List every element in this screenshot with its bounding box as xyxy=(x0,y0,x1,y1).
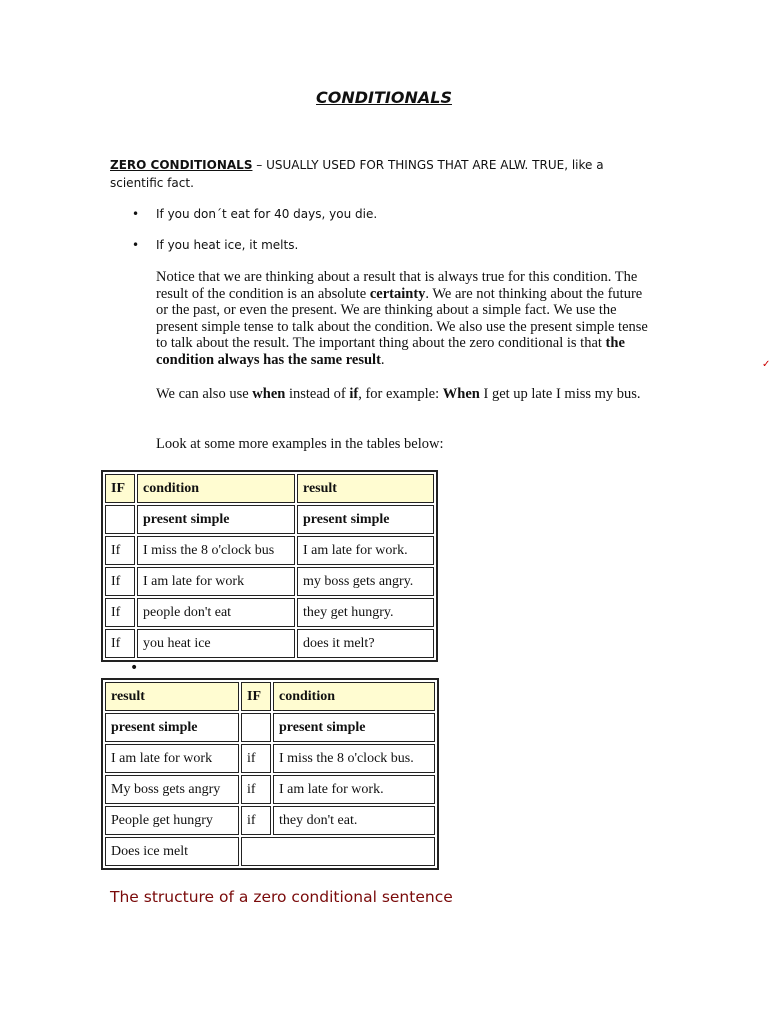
table-cell: Does ice melt xyxy=(105,837,239,866)
table-row xyxy=(105,536,434,565)
table-cell: If xyxy=(105,598,135,627)
table-cell: If xyxy=(105,629,135,658)
text-run: instead of xyxy=(285,386,350,402)
table-cell: if xyxy=(241,744,271,773)
table-header-cell: IF xyxy=(241,682,271,711)
table-cell: present simple xyxy=(273,713,435,742)
text-run: . xyxy=(380,351,385,368)
table-header-row xyxy=(105,682,435,711)
table-cell-empty xyxy=(241,837,435,866)
if-condition-result-table xyxy=(101,470,438,662)
table-header-row xyxy=(105,474,434,503)
table-header-cell: IF xyxy=(105,474,135,503)
table-cell: you heat ice xyxy=(137,629,295,658)
table-row xyxy=(105,598,434,627)
zero-conditionals-label: ZERO CONDITIONALS xyxy=(110,158,253,172)
table-cell xyxy=(241,713,271,742)
table-header-cell: condition xyxy=(273,682,435,711)
tables-intro: Look at some more examples in the tables below: xyxy=(156,436,444,452)
table-row xyxy=(105,806,435,835)
bullet-text: If you heat ice, it melts. xyxy=(156,238,299,252)
table-cell: they get hungry. xyxy=(297,598,434,627)
list-item xyxy=(132,205,377,236)
table-row xyxy=(105,629,434,658)
table-cell: My boss gets angry xyxy=(105,775,239,804)
bold-term: when xyxy=(252,386,286,402)
table-cell: people don't eat xyxy=(137,598,295,627)
table-row xyxy=(105,775,435,804)
table-cell: I miss the 8 o'clock bus xyxy=(137,536,295,565)
bold-term: certainty xyxy=(369,285,426,302)
table-cell: present simple xyxy=(297,505,434,534)
table-cell: I am late for work xyxy=(105,744,239,773)
table-cell: my boss gets angry. xyxy=(297,567,434,596)
text-run: We can also use xyxy=(156,386,253,402)
table-cell: if xyxy=(241,775,271,804)
bullet-icon: • xyxy=(130,660,139,676)
table-cell: If xyxy=(105,536,135,565)
text-run: I get up late I miss my bus. xyxy=(479,386,641,402)
edge-mark-icon: ✓ xyxy=(762,359,770,370)
table-row xyxy=(105,837,435,866)
bullet-icon: • xyxy=(132,238,140,252)
example-bullet-list xyxy=(132,205,377,267)
table-cell: they don't eat. xyxy=(273,806,435,835)
page-title: CONDITIONALS xyxy=(316,88,452,107)
table-subheader-row xyxy=(105,505,434,534)
zero-conditionals-text: – USUALLY USED FOR THINGS THAT ARE ALW. TRUE, like a scientific fact. xyxy=(110,158,604,190)
table-cell: if xyxy=(241,806,271,835)
text-run: Notice that we are thinking about a result that is always true for this condition. The result of the condition is an absolute xyxy=(156,269,638,302)
table-header-cell: result xyxy=(105,682,239,711)
text-run: , for example: xyxy=(358,386,443,402)
table-header-cell: condition xyxy=(137,474,295,503)
list-item xyxy=(132,236,377,267)
table-row xyxy=(105,744,435,773)
table-cell: present simple xyxy=(137,505,295,534)
bullet-text: If you don´t eat for 40 days, you die. xyxy=(156,207,378,221)
result-if-condition-table xyxy=(101,678,439,870)
bold-term: When xyxy=(442,386,480,402)
bold-term: if xyxy=(349,386,359,402)
bullet-icon: • xyxy=(132,207,140,221)
table-cell: If xyxy=(105,567,135,596)
text-run: . We are not thinking about the future or the past, or even the present. We are thinking about a simple fact. We use the present simple tense to talk about the condition. We also use the present simple tense to talk about the result. The important thing about the zero conditional is that xyxy=(156,285,648,352)
explanation-paragraph xyxy=(156,269,656,369)
table-cell: does it melt? xyxy=(297,629,434,658)
table-cell xyxy=(105,505,135,534)
table-cell: present simple xyxy=(105,713,239,742)
table-subheader-row xyxy=(105,713,435,742)
table-cell: People get hungry xyxy=(105,806,239,835)
zero-conditionals-intro xyxy=(110,156,650,192)
when-paragraph xyxy=(156,386,656,403)
bold-term: the condition always has the same result xyxy=(156,335,625,368)
table-row xyxy=(105,567,434,596)
table-cell: I am late for work xyxy=(137,567,295,596)
structure-heading: The structure of a zero conditional sentence xyxy=(110,888,453,906)
table-header-cell: result xyxy=(297,474,434,503)
table-cell: I am late for work. xyxy=(297,536,434,565)
table-cell: I am late for work. xyxy=(273,775,435,804)
table-cell: I miss the 8 o'clock bus. xyxy=(273,744,435,773)
